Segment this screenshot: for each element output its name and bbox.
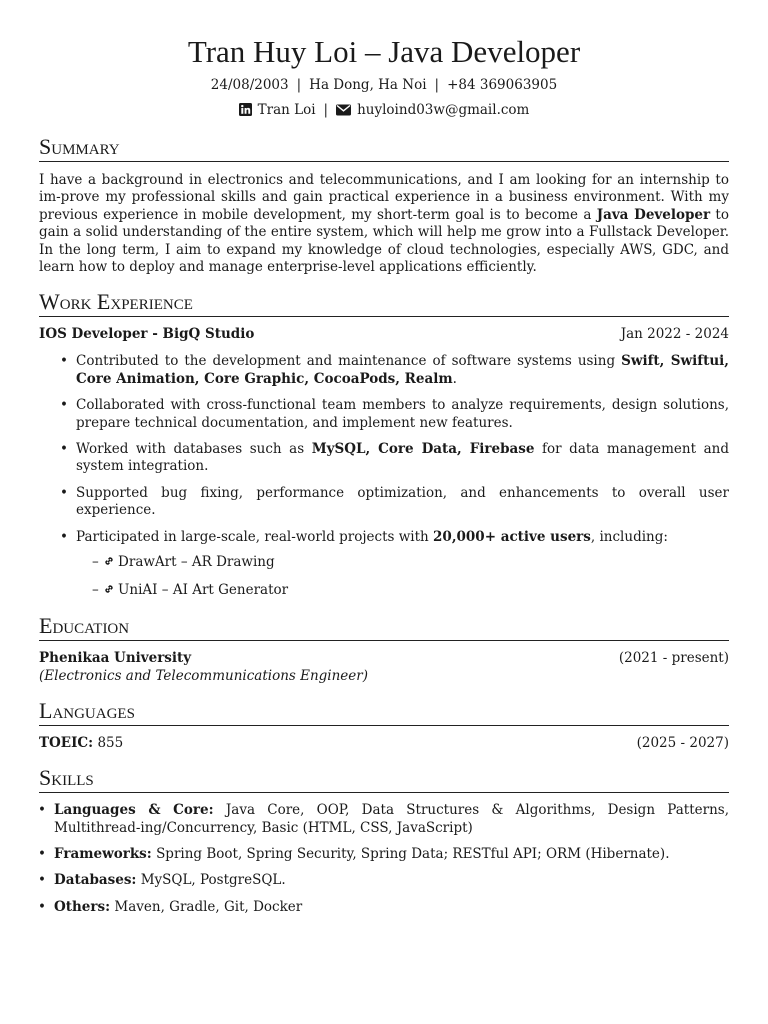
job-header	[39, 325, 729, 343]
toeic-dates: (2025 - 2027)	[636, 735, 729, 752]
linkedin-link[interactable]: Tran Loi	[257, 102, 316, 118]
skills-list	[38, 802, 729, 916]
separator: |	[434, 77, 440, 93]
project-item[interactable]	[92, 581, 729, 600]
project-list	[92, 553, 729, 600]
languages-section	[39, 699, 729, 752]
skill-item: • Languages & Core: Java Core, OOP, Data Structures & Algorithms, Design Patterns, Multithread-ing/Concurrency, Basic (HTML, CSS, JavaScript)	[38, 802, 729, 836]
project-item[interactable]	[92, 553, 729, 572]
school-name: Phenikaa University	[39, 650, 192, 667]
email-link[interactable]: huyloind03w@gmail.com	[357, 102, 530, 118]
separator: |	[323, 102, 329, 118]
list-item: • Supported bug fixing, performance optimization, and enhancements to overall user experience.	[60, 484, 729, 519]
skills-heading: Skills	[39, 766, 729, 793]
work-experience-section	[39, 290, 729, 600]
link-icon	[103, 554, 115, 572]
list-item: • Contributed to the development and maintenance of software systems using Swift, Swiftui, Core Animation, Core Graphic, CocoaPods, Realm.	[60, 353, 729, 387]
list-item: • Worked with databases such as MySQL, Core Data, Firebase for data management and system integration.	[60, 441, 729, 475]
education-dates: (2021 - present)	[618, 650, 729, 667]
contact-line-1	[39, 76, 729, 94]
degree: (Electronics and Telecommunications Engineer)	[39, 668, 369, 685]
job-dates: Jan 2022 - 2024	[620, 326, 729, 343]
list-item: • Collaborated with cross-functional team members to analyze requirements, design solutions, prepare technical documentation, and implement new features.	[60, 397, 729, 431]
summary-heading: Summary	[39, 135, 729, 162]
toeic-score: 855	[97, 735, 124, 752]
work-heading: Work Experience	[39, 290, 729, 317]
resume-header	[39, 0, 729, 121]
skill-item: • Frameworks: Spring Boot, Spring Security, Spring Data; RESTful API; ORM (Hibernate).	[38, 845, 670, 862]
toeic-label: TOEIC:	[39, 735, 94, 752]
location: Ha Dong, Ha Noi	[309, 77, 427, 93]
dash: –	[92, 582, 99, 599]
job-role: IOS Developer - BigQ Studio	[39, 326, 255, 343]
summary-text: I have a background in electronics and telecommunications, and I am looking for an internship to im-prove my professional skills and gain practical experience in a business environment. With my previous experience in mobile development, my short-term goal is to become a Java Developer to gain a solid understanding of the entire system, which will help me grow into a Fullstack Developer. In the long term, I aim to expand my knowledge of cloud technologies, especially AWS, GDC, and learn how to deploy and manage enterprise-level applications efficiently.	[39, 172, 729, 276]
job-bullets	[60, 353, 729, 546]
phone: +84 369063905	[447, 77, 558, 93]
summary-section	[39, 135, 729, 276]
list-item: • Participated in large-scale, real-world projects with 20,000+ active users, including:	[60, 528, 668, 545]
education-row	[39, 649, 729, 667]
linkedin-icon	[239, 103, 252, 121]
project-name[interactable]: UniAI – AI Art Generator	[118, 582, 289, 599]
separator: |	[296, 77, 302, 93]
link-icon	[103, 582, 115, 600]
skill-item: • Others: Maven, Gradle, Git, Docker	[38, 898, 303, 915]
languages-heading: Languages	[39, 699, 729, 726]
project-name[interactable]: DrawArt – AR Drawing	[118, 554, 275, 571]
education-section	[39, 614, 729, 685]
education-heading: Education	[39, 614, 729, 641]
date-of-birth: 24/08/2003	[210, 77, 289, 93]
skill-item: • Databases: MySQL, PostgreSQL.	[38, 872, 286, 889]
dash: –	[92, 554, 99, 571]
skills-section	[39, 766, 729, 916]
email-icon	[336, 103, 351, 121]
language-row	[39, 734, 729, 752]
candidate-name: Tran Huy Loi – Java Developer	[187, 34, 581, 69]
contact-line-2	[39, 101, 729, 121]
